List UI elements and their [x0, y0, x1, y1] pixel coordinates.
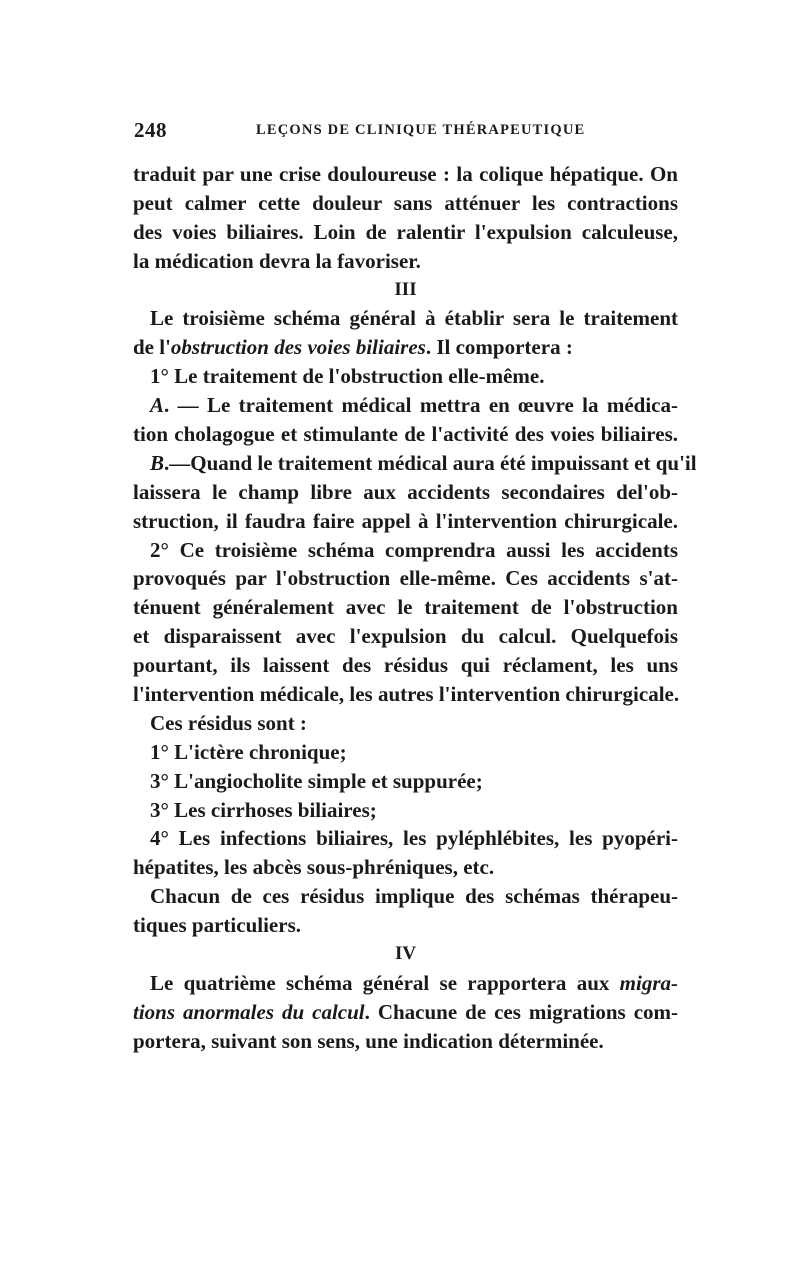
- text-line: [133, 333, 678, 362]
- text-span: Le quatrième schéma général se rapportera aux: [150, 970, 620, 995]
- text-line: Ces résidus sont :: [150, 710, 307, 735]
- text-line: 3° L'angiocholite simple et suppurée;: [150, 768, 483, 793]
- italic-letter: B: [150, 450, 165, 475]
- text-line: struction, il faudra faire appel à l'intervention chirurgicale.: [133, 508, 678, 533]
- text-line: [133, 391, 678, 420]
- text-line: la médication devra la favoriser.: [133, 248, 421, 273]
- text-span: . Chacune de ces migrations com-: [364, 999, 678, 1024]
- text-line: et disparaissent avec l'expulsion du calcul. Quelquefois: [133, 624, 678, 649]
- text-span: .—Quand le traitement médical aura été impuissant et qu'il: [164, 450, 697, 475]
- text-line: ténuent généralement avec le traitement de l'obstruction: [133, 595, 678, 620]
- text-line: peut calmer cette douleur sans atténuer les contractions: [133, 190, 678, 215]
- text-line: 1° L'ictère chronique;: [150, 739, 347, 764]
- text-line: laissera le champ libre aux accidents secondaires del'ob-: [133, 479, 678, 504]
- text-line: tion cholagogue et stimulante de l'activité des voies biliaires.: [133, 422, 678, 447]
- text-line: l'intervention médicale, les autres l'intervention chirurgicale.: [133, 682, 680, 707]
- text-line: tiques particuliers.: [133, 913, 301, 938]
- text-line: [133, 449, 697, 478]
- text-line: portera, suivant son sens, une indication déterminée.: [133, 1028, 604, 1053]
- text-line: hépatites, les abcès sous-phréniques, etc.: [133, 855, 495, 880]
- text-span: . — Le traitement médical mettra en œuvre la médica-: [164, 393, 678, 418]
- text-line: 2° Ce troisième schéma comprendra aussi les accidents: [150, 537, 678, 562]
- running-title: LEÇONS DE CLINIQUE THÉRAPEUTIQUE: [256, 122, 586, 138]
- text-line: [133, 969, 678, 998]
- text-line: Le troisième schéma général à établir sera le traitement: [150, 306, 678, 331]
- text-line: traduit par une crise douloureuse : la colique hépatique. On: [133, 162, 678, 186]
- section-heading-iii: III: [394, 278, 417, 300]
- page-number: 248: [134, 118, 167, 142]
- running-head: [134, 118, 678, 144]
- italic-letter: A: [150, 393, 165, 418]
- text-span: de l': [133, 335, 171, 360]
- italic-term: tions anormales du calcul: [133, 999, 365, 1024]
- body-text: [133, 160, 697, 1056]
- text-line: Chacun de ces résidus implique des schémas thérapeu-: [150, 884, 678, 909]
- text-line: [133, 998, 678, 1027]
- text-line: 1° Le traitement de l'obstruction elle-même.: [150, 364, 545, 389]
- italic-term: obstruction des voies biliaires: [170, 335, 426, 360]
- text-line: 4° Les infections biliaires, les pyléphlébites, les pyopéri-: [150, 826, 678, 851]
- text-line: des voies biliaires. Loin de ralentir l'expulsion calculeuse,: [133, 219, 678, 244]
- text-line: 3° Les cirrhoses biliaires;: [150, 797, 377, 822]
- text-span: . Il comportera :: [425, 335, 573, 360]
- section-heading-iv: IV: [394, 943, 417, 965]
- text-line: provoqués par l'obstruction elle-même. Ces accidents s'at-: [133, 566, 678, 591]
- italic-term: migra-: [619, 970, 678, 995]
- text-line: pourtant, ils laissent des résidus qui réclament, les uns: [133, 653, 678, 678]
